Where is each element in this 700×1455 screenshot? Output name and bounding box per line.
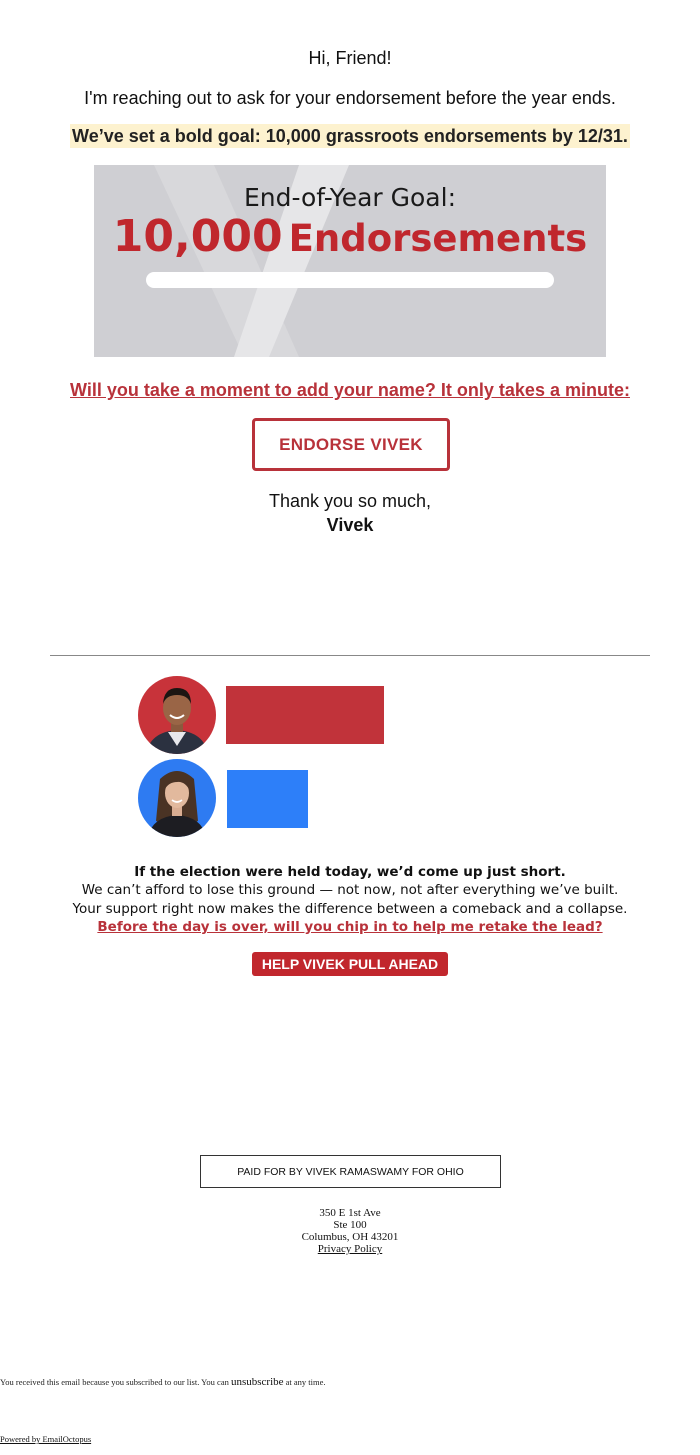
mailing-address bbox=[0, 1207, 700, 1255]
powered-by bbox=[0, 1434, 91, 1444]
signature: Vivek bbox=[326, 515, 374, 535]
endorse-vivek-button[interactable]: ENDORSE VIVEK bbox=[252, 418, 450, 471]
amy-avatar bbox=[138, 759, 216, 837]
greeting: Hi, Friend! bbox=[308, 48, 392, 68]
vivek-avatar bbox=[138, 676, 216, 754]
address-line-1: 350 E 1st Ave bbox=[319, 1207, 381, 1219]
add-name-link[interactable]: Will you take a moment to add your name? It only takes a minute: bbox=[70, 380, 630, 400]
goal-banner bbox=[94, 165, 606, 357]
vivek-portrait-icon bbox=[138, 676, 216, 754]
divider bbox=[50, 655, 650, 656]
subscription-note bbox=[0, 1376, 326, 1388]
poll-headline: If the election were held today, we’d come up just short. bbox=[134, 864, 566, 880]
address-line-3: Columbus, OH 43201 bbox=[301, 1231, 399, 1243]
vivek-poll-bar bbox=[226, 686, 384, 744]
thanks-text: Thank you so much, bbox=[268, 491, 432, 511]
help-vivek-pull-ahead-button[interactable]: HELP VIVEK PULL AHEAD bbox=[252, 952, 448, 976]
poll-line-2: Your support right now makes the difference between a comeback and a collapse. bbox=[72, 901, 628, 917]
banner-title: End-of-Year Goal: bbox=[243, 183, 456, 212]
opponent-portrait-icon bbox=[138, 759, 216, 837]
banner-word: Endorsements bbox=[288, 217, 588, 260]
cta-text bbox=[0, 380, 700, 401]
poll-link-row bbox=[0, 918, 700, 936]
chip-in-link[interactable]: Before the day is over, will you chip in to help me retake the lead? bbox=[97, 919, 603, 935]
goal-highlight: We’ve set a bold goal: 10,000 grassroots endorsements by 12/31. bbox=[72, 126, 628, 146]
unsubscribe-link[interactable]: unsubscribe bbox=[230, 1376, 284, 1388]
banner-headline bbox=[94, 211, 606, 262]
banner-number: 10,000 bbox=[112, 211, 283, 262]
goal-line bbox=[0, 126, 700, 147]
address-line-2: Ste 100 bbox=[333, 1219, 367, 1231]
opponent-poll-bar bbox=[227, 770, 308, 828]
privacy-policy-link[interactable]: Privacy Policy bbox=[317, 1243, 383, 1255]
progress-bar bbox=[146, 272, 554, 288]
poll-line-1: We can’t afford to lose this ground — not now, not after everything we’ve built. bbox=[81, 882, 619, 898]
note-before: You received this email because you subscribed to our list. You can bbox=[0, 1377, 229, 1387]
paid-for-disclaimer: PAID FOR BY VIVEK RAMASWAMY FOR OHIO bbox=[200, 1155, 501, 1188]
intro-text: I'm reaching out to ask for your endorsement before the year ends. bbox=[84, 88, 616, 108]
powered-by-link[interactable]: Powered by EmailOctopus bbox=[0, 1434, 92, 1444]
note-after: at any time. bbox=[285, 1377, 326, 1387]
